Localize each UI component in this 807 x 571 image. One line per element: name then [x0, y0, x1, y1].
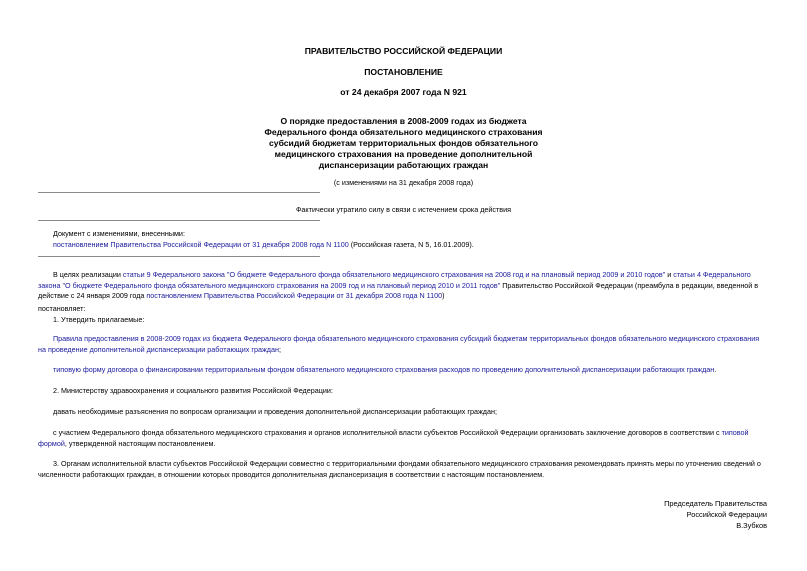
document-type: ПОСТАНОВЛЕНИЕ	[364, 67, 443, 77]
changes-suffix: (Российская газета, N 5, 16.01.2009).	[348, 240, 474, 249]
amendment-link[interactable]: постановлением Правительства Российской Федерации от 31 декабря 2008 года N 1100	[53, 240, 349, 249]
item-text: , утвержденной настоящим постановлением.	[64, 438, 216, 448]
item-1: 1. Утвердить прилагаемые:	[53, 315, 145, 324]
rules-link[interactable]: Правила предоставления в 2008-2009 годах из бюджета Федерального фонда обязательного медицинского страхования субсидий бюджетам территориальных фондов обязательного медицинского страхования на проведение дополнительной диспансеризации работающих граждан	[38, 334, 760, 354]
government-heading: ПРАВИТЕЛЬСТВО РОССИЙСКОЙ ФЕДЕРАЦИИ	[304, 46, 503, 56]
item-text: .	[714, 365, 717, 374]
law-link-2009[interactable]: статьи 4 Федерального закона "О бюджете Федерального фонда обязательного медицинского страхования на 2009 год и на плановый период 2010 и 2011 годов"	[38, 270, 751, 290]
item-1-b	[53, 365, 716, 376]
signature-title: Председатель Правительства	[664, 499, 767, 508]
decides-text: постановляет:	[38, 304, 86, 313]
signature-name: В.Зубков	[736, 521, 767, 530]
item-text: с участием Федерального фонда обязательного медицинского страхования и органов исполнительной власти субъектов Российской Федерации организовать заключение договоров в соответствии с	[53, 428, 722, 437]
document-title-line: диспансеризации работающих граждан	[318, 160, 489, 170]
divider	[38, 192, 320, 193]
contract-form-link[interactable]: типовой формой	[38, 428, 749, 448]
document-title-line: Федерального фонда обязательного медицинского страхования	[264, 127, 543, 137]
changes-line	[53, 240, 474, 251]
amendments-note: (с изменениями на 31 декабря 2008 года)	[333, 178, 474, 187]
preamble-text: В целях реализации	[53, 270, 123, 279]
amendment-link[interactable]: постановлением Правительства Российской Федерации от 31 декабря 2008 года N 1100	[146, 291, 443, 300]
document-title-line: О порядке предоставления в 2008-2009 годах из бюджета	[280, 116, 527, 126]
preamble-text: и	[665, 270, 674, 279]
document-title-line: медицинского страхования на проведение дополнительной	[274, 149, 533, 159]
preamble-text: Правительство Российской Федерации (преамбула в редакции, введенной в действие с 24 января 2009 года	[38, 280, 759, 300]
document-date-number: от 24 декабря 2007 года N 921	[340, 87, 467, 97]
item-text: ;	[278, 344, 281, 354]
preamble-text: )	[442, 291, 445, 300]
signature-country: Российской Федерации	[686, 510, 767, 519]
item-2: 2. Министерству здравоохранения и социального развития Российской Федерации:	[53, 386, 333, 395]
item-2-a: давать необходимые разъяснения по вопросам организации и проведения дополнительной диспансеризации работающих граждан;	[53, 407, 497, 416]
law-link-2008[interactable]: статьи 9 Федерального закона "О бюджете Федерального фонда обязательного медицинского страхования на 2008 год и на плановый период 2009 и 2010 годов"	[122, 270, 666, 279]
item-3: 3. Органам исполнительной власти субъектов Российской Федерации совместно с территориальными фондами обязательного медицинского страхования рекомендовать принять меры по уточнению сведений о численности работающих граждан, в отношении которых проводится дополнительная диспансеризация в соответствии с настоящим постановлением.	[38, 459, 761, 479]
status-note: Фактически утратило силу в связи с истечением срока действия	[295, 205, 512, 214]
item-2-b	[38, 428, 769, 449]
divider	[38, 256, 320, 257]
preamble-paragraph	[38, 270, 769, 302]
contract-form-link[interactable]: типовую форму договора о финансировании территориальным фондом обязательного медицинского страхования расходов по проведению дополнительной диспансеризации работающих граждан	[53, 365, 715, 374]
divider	[38, 220, 320, 221]
item-1-a	[38, 334, 769, 355]
changes-label: Документ с изменениями, внесенными:	[53, 229, 185, 238]
document-title-line: субсидий бюджетам территориальных фондов обязательного	[269, 138, 538, 148]
